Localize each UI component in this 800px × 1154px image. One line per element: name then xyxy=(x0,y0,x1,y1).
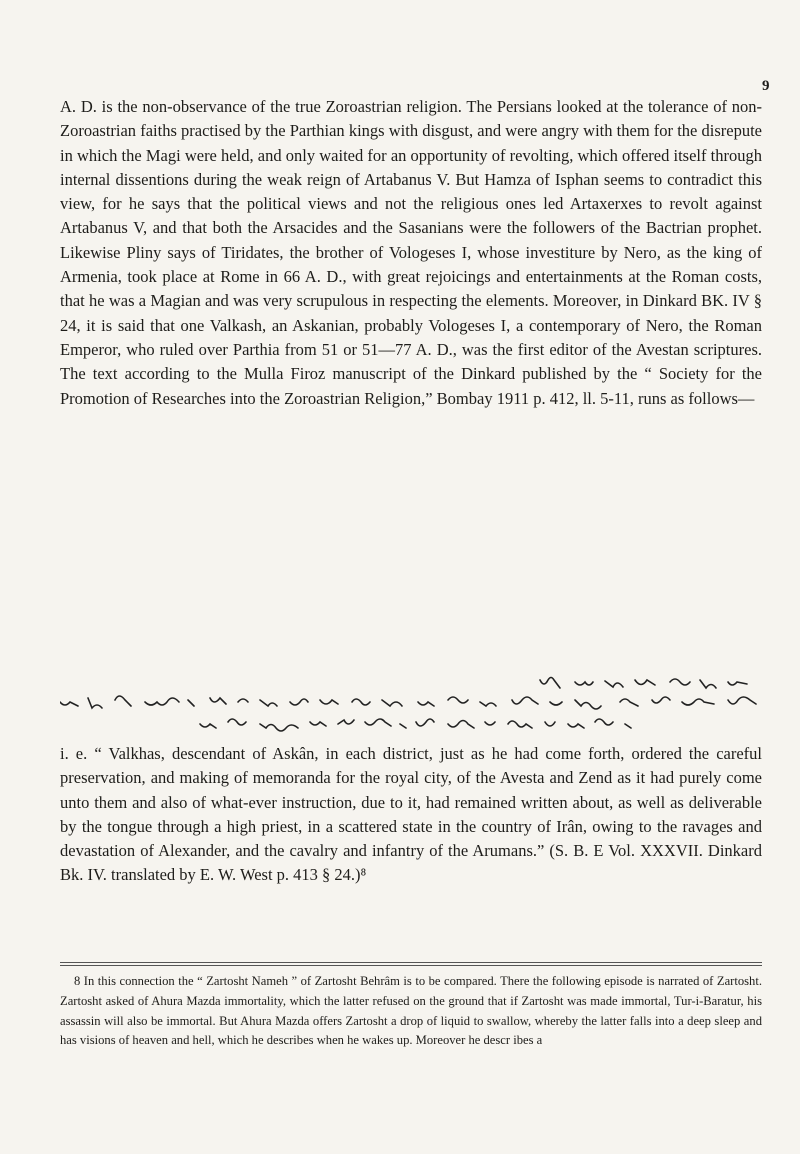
footnote-number: 8 xyxy=(74,974,81,988)
pahlavi-script-quotation xyxy=(60,676,762,736)
main-paragraph: A. D. is the non-observance of the true Zoroastrian religion. The Persians looked at the tolerance of non-Zoroastrian faiths practised by the Parthian kings with disgust, and were angry with them for the disrepute in which the Magi were held, and only waited for an opportunity of revolting, which offered itself through internal dissentions during the weak reign of Artabanus V. But Hamza of Isphan seems to contradict this view, for he says that the political views and not the religious ones led Artaxerxes to revolt against Artabanus V, and that both the Arsacides and the Sasanians were the followers of the Bactrian prophet. Likewise Pliny says of Tiridates, the brother of Vologeses I, whose investiture by Nero, as the king of Armenia, took place at Rome in 66 A. D., with great rejoicings and entertainments at the Roman costs, that he was a Magian and was very scrupulous in respecting the elements. Moreover, in Dinkard BK. IV § 24, it is said that one Valkash, an Askanian, probably Vologeses I, a contemporary of Nero, the Roman Emperor, who ruled over Parthia from 51 or 51—77 A. D., was the first editor of the Avestan scriptures. The text according to the Mulla Firoz manuscript of the Dinkard published by the “ Society for the Promotion of Researches into the Zoroastrian Religion,” Bombay 1911 p. 412, ll. 5-11, runs as follows— xyxy=(60,97,762,408)
page-number: 9 xyxy=(762,78,770,94)
translation-paragraph: i. e. “ Valkhas, descendant of Askân, in each district, just as he had come forth, ordered the careful preservation, and making of memoranda for the royal city, of the Avesta and Zend as it had purely come unto them and also of what-ever instruction, due to it, had remained written about, as well as deliverable by the tongue through a high priest, in a scattered state in the country of Irân, owing to the ravages and devastation of Alexander, and the cavalry and infantry of the Arumans.” (S. B. E Vol. XXXVII. Dinkard Bk. IV. translated by E. W. West p. 413 § 24.)⁸ xyxy=(60,744,762,885)
footnote-separator xyxy=(60,962,762,966)
footnote-text: In this connection the “ Zartosht Nameh ” of Zartosht Behrâm is to be compared. There the following episode is narrated of Zartosht. Zartosht asked of Ahura Mazda immortality, which the latter refused on the ground that if Zartosht was made immortal, Tur-i-Baratur, his assassin will also be immortal. But Ahura Mazda offers Zartosht a drop of liquid to swallow, whereby the latter falls into a deep sleep and has visions of heaven and hell, which he describes when he wakes up. Moreover he descr ibes a xyxy=(60,974,762,1048)
footnote xyxy=(60,972,762,1051)
pahlavi-script-image xyxy=(60,676,762,736)
